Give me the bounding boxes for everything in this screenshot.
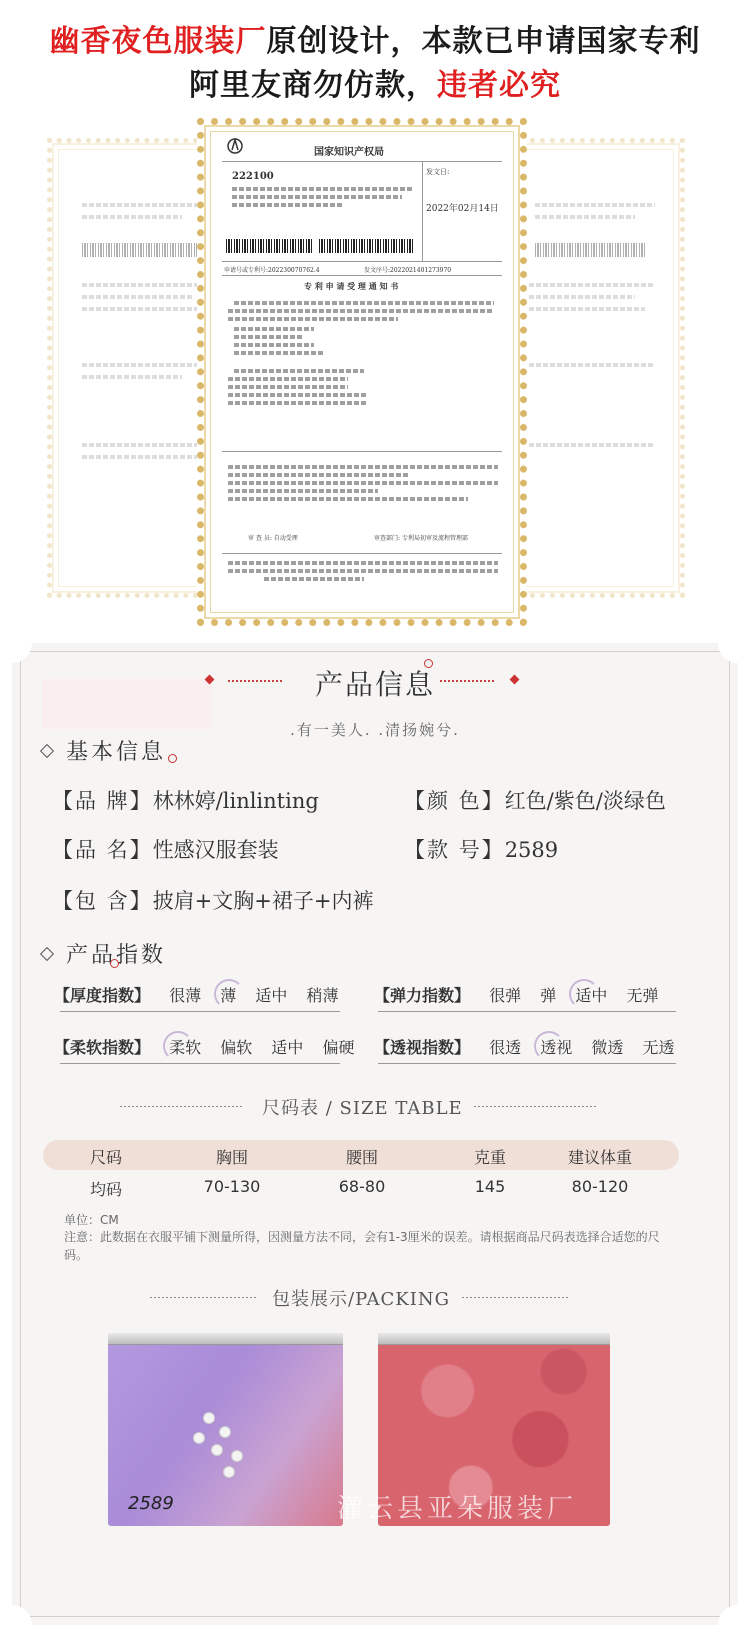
index-option-selected: 柔软 (169, 1035, 201, 1058)
diamond-bullet-icon (40, 947, 54, 961)
index-option: 很透 (489, 1038, 522, 1057)
style-number-row: 【款 号】2589 (404, 838, 559, 862)
product-info-title-row (12, 663, 738, 739)
includes-row: 【包 含】披肩+文胸+裙子+内裤 (52, 889, 374, 913)
banner-line-2 (0, 60, 750, 104)
packing-heading: 包装展示/PACKING (272, 1289, 450, 1310)
index-option: 很薄 (169, 986, 202, 1005)
product-info-title: 产品信息 (314, 668, 435, 701)
brand-row: 【品 牌】林林婷/linlinting (52, 789, 319, 813)
index-option-selected: 透视 (540, 1035, 572, 1058)
circle-decor-icon (110, 959, 119, 968)
factory-name: 幽香夜色服装厂 (49, 24, 267, 59)
postcode: 222100 (232, 171, 274, 182)
brand-value: 林林婷/linlinting (152, 789, 319, 813)
index-option: 适中 (271, 1038, 304, 1057)
index-option: 无弹 (626, 986, 659, 1005)
index-option: 偏软 (220, 1038, 253, 1057)
application-number: 申请号或专利号:202230070762.4 (224, 267, 320, 274)
index-option: 弹 (540, 986, 557, 1005)
size-unit-note: 单位：CM (64, 1213, 119, 1227)
index-option: 偏硬 (322, 1038, 355, 1057)
product-name-row: 【品 名】性感汉服套装 (52, 838, 279, 862)
index-option-selected: 薄 (220, 983, 236, 1006)
examining-department: 审查部门: 专利局初审及流程管理部 (374, 535, 468, 542)
product-name-value: 性感汉服套装 (152, 838, 279, 862)
send-date-label: 发文日: (426, 168, 450, 176)
index-option: 适中 (255, 986, 288, 1005)
index-option: 稍薄 (306, 986, 339, 1005)
ip-office-logo-icon (226, 137, 244, 155)
header-banner (0, 0, 750, 110)
size-col-header: 克重 (473, 1148, 506, 1167)
size-col-header: 胸围 (215, 1148, 248, 1167)
index-option: 无透 (642, 1038, 675, 1057)
patent-claim: 原创设计，本款已申请国家专利 (266, 24, 701, 59)
size-col-header: 尺码 (89, 1148, 122, 1167)
color-row: 【颜 色】红色/紫色/淡绿色 (404, 789, 666, 813)
color-value: 红色/紫色/淡绿色 (504, 789, 666, 813)
size-cell: 68-80 (338, 1177, 386, 1196)
examiner: 审 查 员: 自动受理 (248, 535, 298, 542)
includes-value: 披肩+文胸+裙子+内裤 (152, 889, 374, 913)
size-cell: 145 (474, 1177, 506, 1196)
office-title: 国家知识产权局 (314, 147, 384, 158)
size-measure-notice: 注意：此数据在衣服平铺下测量所得，因测量方法不同，会有1-3厘米的误差。请根据商品尺码表选择合适您的尺码。 (64, 1230, 660, 1262)
send-number: 发文序号:2022021401273970 (364, 267, 452, 274)
product-info-subtitle: .有一美人. .清扬婉兮. (290, 721, 460, 739)
size-cell: 均码 (89, 1180, 122, 1199)
diamond-bullet-icon (40, 744, 54, 758)
index-option-selected: 适中 (575, 983, 607, 1006)
basic-info-heading: 基本信息 (42, 735, 166, 766)
size-cell: 70-130 (203, 1177, 261, 1196)
bag-style-number: 2589 (128, 1493, 174, 1514)
style-number-value: 2589 (504, 838, 559, 862)
watermark-text: 灌云县亚朵服装厂 (337, 1494, 578, 1524)
circle-decor-icon (168, 754, 177, 763)
product-info-panel (12, 643, 738, 1625)
index-option: 微透 (591, 1038, 624, 1057)
transparency-index: 【透视指数】 很透 透视 微透 无透 (374, 1035, 674, 1067)
elasticity-index: 【弹力指数】 很弹 弹 适中 无弹 (374, 983, 658, 1015)
softness-index: 【柔软指数】 柔软 偏软 适中 偏硬 (54, 1035, 354, 1067)
no-copy-warning: 阿里友商勿仿款， (189, 68, 437, 103)
send-date: 2022年02月14日 (426, 204, 499, 214)
banner-line-1 (0, 16, 750, 60)
circle-decor-icon (424, 659, 433, 668)
size-col-header: 腰围 (345, 1148, 378, 1167)
notice-title: 专 利 申 请 受 理 通 知 书 (304, 281, 399, 291)
size-table-heading: 尺码表 / SIZE TABLE (262, 1098, 463, 1119)
packing-photo-purple (108, 1333, 343, 1526)
patent-certificate (197, 118, 527, 626)
size-col-header: 建议体重 (567, 1148, 632, 1167)
index-option: 很弹 (489, 986, 522, 1005)
violation-warning: 违者必究 (437, 68, 561, 103)
certificate-showcase (0, 110, 750, 640)
thickness-index: 【厚度指数】 很薄 薄 适中 稍薄 (54, 983, 338, 1015)
product-index-heading: 产品指数 (42, 938, 166, 969)
size-cell: 80-120 (571, 1177, 629, 1196)
